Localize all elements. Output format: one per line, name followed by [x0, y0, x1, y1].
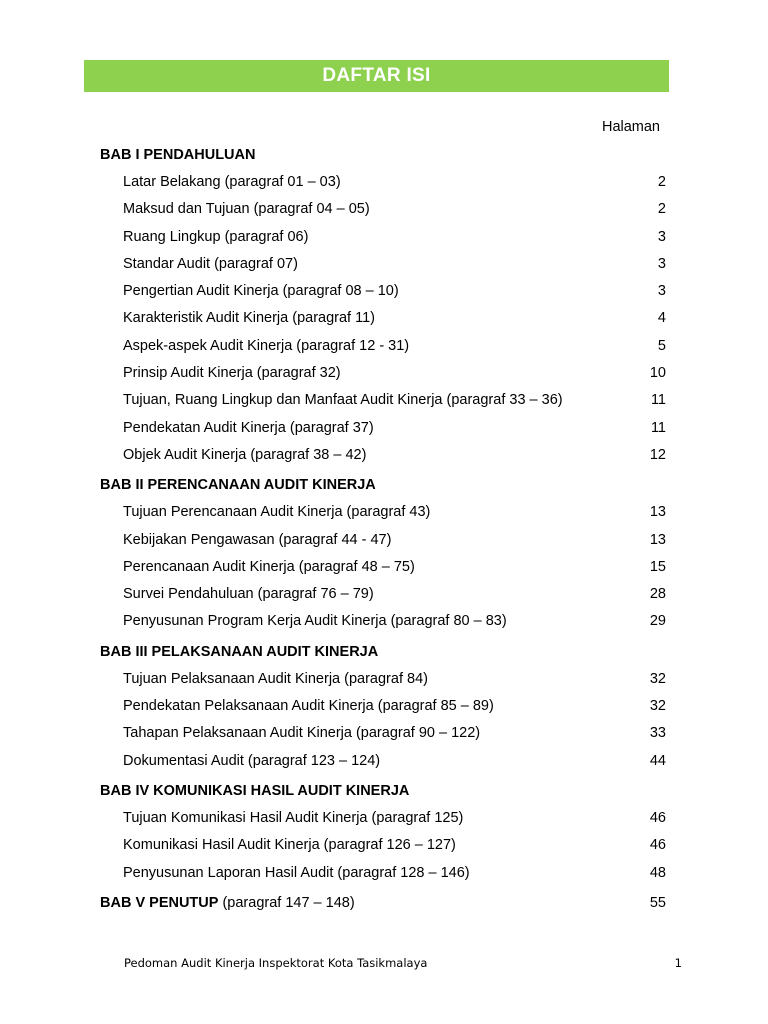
entry-page: 2	[657, 174, 666, 190]
entry-page: 46	[649, 837, 666, 854]
entry-text: Standar Audit (paragraf 07)	[123, 255, 298, 272]
chapter-label: BAB V PENUTUP	[100, 894, 219, 911]
toc-entry[interactable]	[100, 442, 666, 469]
entry-page: 28	[649, 586, 666, 603]
entry-text: Latar Belakang (paragraf 01 – 03)	[123, 174, 341, 190]
entry-text: Aspek-aspek Audit Kinerja (paragraf 12 - 31)	[123, 337, 410, 354]
toc-entry[interactable]	[100, 581, 666, 608]
chapter	[100, 475, 666, 635]
chapter-entries	[100, 805, 666, 887]
chapter-label-suffix: (paragraf 147 – 148)	[218, 894, 355, 911]
toc-entry[interactable]	[100, 251, 666, 278]
toc-entry[interactable]	[100, 305, 666, 332]
entry-page: 5	[657, 337, 666, 354]
entry-page: 13	[649, 504, 666, 521]
page-title-bar	[84, 60, 669, 92]
toc-entry[interactable]	[100, 554, 666, 581]
entry-page: 12	[649, 446, 666, 463]
chapter-entries	[100, 169, 666, 469]
page-column-label: Halaman	[601, 119, 660, 135]
entry-page: 32	[649, 670, 666, 687]
entry-text: Penyusunan Laporan Hasil Audit (paragraf 128 – 146)	[123, 864, 470, 881]
toc-entry[interactable]	[100, 832, 666, 859]
entry-text: Maksud dan Tujuan (paragraf 04 – 05)	[123, 201, 370, 218]
page-title: DAFTAR ISI	[322, 65, 431, 86]
entry-page: 33	[649, 725, 666, 742]
chapter	[100, 145, 666, 469]
chapter-label: BAB I PENDAHULUAN	[100, 147, 256, 163]
footer-page-number: 1	[674, 956, 682, 970]
toc-entry[interactable]	[100, 196, 666, 223]
chapter	[100, 893, 666, 913]
entry-text: Tujuan Pelaksanaan Audit Kinerja (paragraf 84)	[123, 670, 428, 687]
footer-text: Pedoman Audit Kinerja Inspektorat Kota Tasikmalaya	[124, 956, 428, 970]
entry-page: 11	[650, 392, 666, 409]
toc-entry[interactable]	[100, 415, 666, 442]
entry-text: Penyusunan Program Kerja Audit Kinerja (paragraf 80 – 83)	[123, 613, 507, 630]
entry-text: Pengertian Audit Kinerja (paragraf 08 – 10)	[123, 283, 399, 300]
entry-text: Tahapan Pelaksanaan Audit Kinerja (paragraf 90 – 122)	[123, 725, 481, 742]
entry-page: 48	[649, 864, 666, 881]
toc-entry[interactable]	[100, 360, 666, 387]
toc-entry[interactable]	[100, 224, 666, 251]
toc-entry[interactable]	[100, 169, 666, 196]
entry-page: 46	[649, 809, 666, 826]
entry-text: Ruang Lingkup (paragraf 06)	[123, 228, 309, 245]
table-of-contents	[100, 145, 666, 919]
entry-text: Tujuan Perencanaan Audit Kinerja (paragraf 43)	[123, 504, 431, 521]
toc-entry[interactable]	[100, 860, 666, 887]
entry-page: 3	[657, 283, 666, 300]
entry-text: Prinsip Audit Kinerja (paragraf 32)	[123, 365, 341, 382]
chapter-label: BAB IV KOMUNIKASI HASIL AUDIT KINERJA	[100, 782, 410, 799]
entry-text: Kebijakan Pengawasan (paragraf 44 - 47)	[123, 531, 392, 548]
chapter-label-group	[100, 893, 355, 913]
toc-entry[interactable]	[100, 527, 666, 554]
toc-entry[interactable]	[100, 748, 666, 775]
chapter-label: BAB II PERENCANAAN AUDIT KINERJA	[100, 477, 376, 494]
entry-text: Survei Pendahuluan (paragraf 76 – 79)	[123, 586, 374, 603]
entry-page: 32	[649, 698, 666, 715]
chapter-entries	[100, 666, 666, 775]
chapter-title[interactable]	[100, 893, 666, 913]
toc-entry[interactable]	[100, 666, 666, 693]
toc-entry[interactable]	[100, 387, 666, 414]
entry-page: 3	[657, 228, 666, 245]
entry-page: 15	[649, 558, 666, 575]
chapter-title	[100, 475, 666, 495]
chapter-title	[100, 145, 666, 165]
chapter-page: 55	[649, 894, 666, 911]
entry-page: 44	[649, 752, 666, 769]
entry-page: 29	[649, 613, 666, 630]
toc-entry[interactable]	[100, 720, 666, 747]
chapter-title	[100, 781, 666, 801]
entry-text: Objek Audit Kinerja (paragraf 38 – 42)	[123, 446, 367, 463]
chapter-label: BAB III PELAKSANAAN AUDIT KINERJA	[100, 643, 379, 660]
toc-entry[interactable]	[100, 278, 666, 305]
chapter	[100, 781, 666, 887]
page-footer	[124, 956, 682, 970]
entry-text: Karakteristik Audit Kinerja (paragraf 11)	[123, 310, 375, 327]
entry-page: 4	[657, 310, 666, 327]
toc-entry[interactable]	[100, 608, 666, 635]
toc-entry[interactable]	[100, 805, 666, 832]
entry-text: Komunikasi Hasil Audit Kinerja (paragraf 126 – 127)	[123, 837, 456, 854]
entry-text: Pendekatan Pelaksanaan Audit Kinerja (paragraf 85 – 89)	[123, 698, 494, 715]
chapter-entries	[100, 499, 666, 635]
entry-page: 13	[649, 531, 666, 548]
chapter-title	[100, 642, 666, 662]
entry-page: 3	[657, 255, 666, 272]
entry-page: 2	[657, 201, 666, 218]
chapter	[100, 642, 666, 775]
toc-entry[interactable]	[100, 499, 666, 526]
toc-entry[interactable]	[100, 333, 666, 360]
entry-page: 11	[650, 419, 666, 436]
entry-page: 10	[649, 365, 666, 382]
entry-text: Tujuan, Ruang Lingkup dan Manfaat Audit Kinerja (paragraf 33 – 36)	[123, 392, 563, 409]
entry-text: Perencanaan Audit Kinerja (paragraf 48 – 75)	[123, 558, 415, 575]
toc-entry[interactable]	[100, 693, 666, 720]
entry-text: Dokumentasi Audit (paragraf 123 – 124)	[123, 752, 381, 769]
entry-text: Tujuan Komunikasi Hasil Audit Kinerja (paragraf 125)	[123, 809, 464, 826]
entry-text: Pendekatan Audit Kinerja (paragraf 37)	[123, 419, 374, 436]
